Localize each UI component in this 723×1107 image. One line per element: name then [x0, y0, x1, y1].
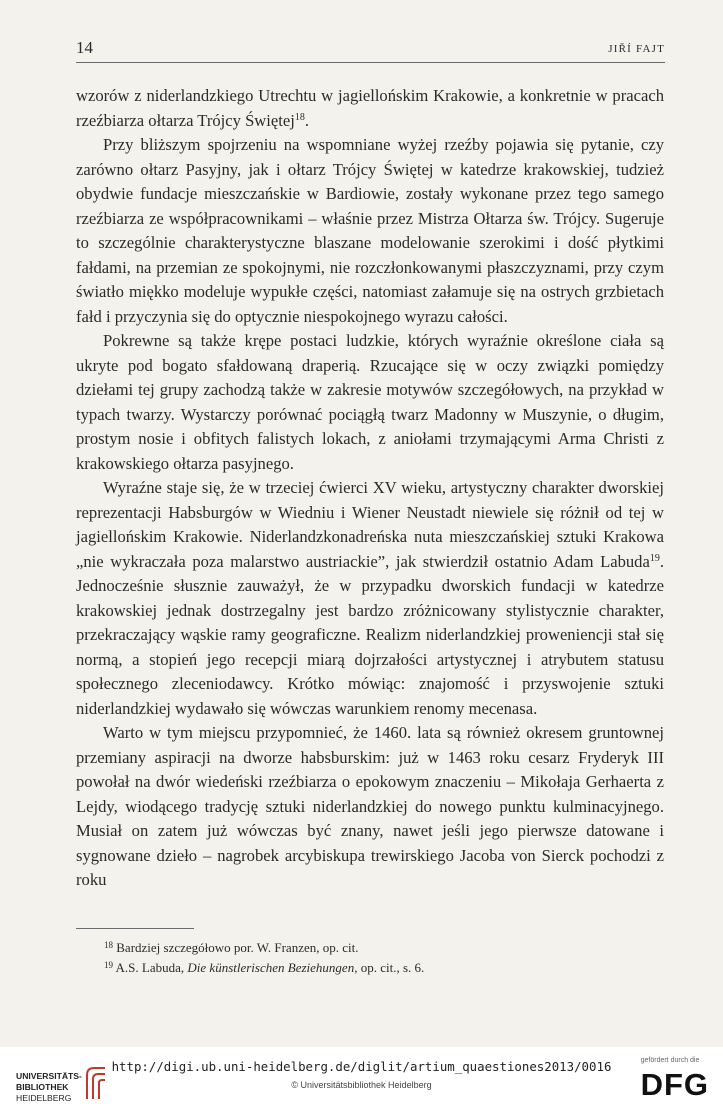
library-name-line-1: UNIVERSITÄTS-: [16, 1071, 82, 1081]
paragraph-text: . Jednocześnie słusznie zauważył, że w przypadku dworskich fundacji w katedrze krakowskiej jednak dostrzegalny jest bardzo zróżnicowany stylistycznie charakter, przekraczający wąskie ramy geograficzne. Realizm niderlandzkiej proweniencji stał się normą, a stopień jego recepcji miarą dojrzałości artystycznej i atrybutem statusu społecznego zleceniodawcy. Krótko mówiąc: znajomość i przyswojenie sztuki niderlandzkiej wydawało się wówczas warunkiem renomy mecenasa.: [76, 551, 664, 718]
footnote-ref-19[interactable]: 19: [649, 552, 660, 564]
footnote-text: Bardziej szczegółowo por. W. Franzen, op. cit.: [116, 940, 359, 955]
library-name-line-2: BIBLIOTHEK: [16, 1082, 69, 1092]
footnote-19: [76, 958, 664, 978]
paragraph-text: Wyraźne staje się, że w trzeciej ćwierci XV wieku, artystyczny charakter dworskiej reprezentacji Habsburgów w Wiedniu i Wiener Neustadt niewiele się różnił od tej w jagiellońskim Krakowie. Niderlandzkonadreńska nuta mieszczańskiej sztuki Krakowa „nie wykraczała poza malarstwo austriackie”, jak stwierdził ostatnio Adam Labuda: [76, 478, 664, 571]
library-name-line-3: HEIDELBERG: [16, 1093, 72, 1103]
paragraph-2: Przy bliższym spojrzeniu na wspomniane wyżej rzeźby pojawia się pytanie, czy zarówno ołtarz Pasyjny, jak i ołtarz Trójcy Świętej w katedrze krakowskiej, tudzież obydwie fundacje mieszczańskie w Bardiowie, zostały wykonane przez tego samego rzeźbiarza ze współpracownikami – właśnie przez Mistrza Ołtarza św. Trójcy. Sugeruje to szczególnie charakterystyczne blaszane modelowanie szerokimi i dość płytkimi fałdami, na przemian ze spokojnymi, nie rozczłonkowanymi płaszczyznami, przy czym światło miękko modeluje wypukłe części, natomiast załamuje się na ostrych grzbietach fałd i przyczynia się do optycznie niespokojnego wyrazu całości.: [76, 135, 664, 326]
page-number: 14: [76, 38, 93, 57]
paragraph-4: [76, 476, 664, 721]
footnote-number: 18: [104, 940, 113, 950]
footnote-number: 19: [104, 960, 113, 970]
main-text: [76, 84, 664, 893]
paragraph-text: .: [304, 110, 310, 130]
running-head: JIŘÍ FAJT: [608, 43, 665, 55]
paragraph-3: Pokrewne są także krępe postaci ludzkie, których wyraźnie określone ciała są ukryte pod bogato sfałdowaną draperią. Rzucające się w oczy związki pomiędzy dziełami tej grupy zachodzą także w zakresie motywów szczegółowych, na przykład w typach twarzy. Wystarczy porównać pociągłą twarz Madonny w Muszynie, o długim, prostym nosie i obfitych falistych lokach, z aniołami trzymającymi Arma Christi z krakowskiego ołtarza pasyjnego.: [76, 331, 664, 473]
footnote-rule: [76, 928, 194, 929]
page-url-link[interactable]: http://digi.ub.uni-heidelberg.de/diglit/artium_quaestiones2013/0016: [111, 1059, 612, 1074]
footnote-18: [76, 938, 664, 958]
paragraph-5: Warto w tym miejscu przypomnieć, że 1460. lata są również okresem gruntownej przemiany aspiracji na dworze habsburskim: już w 1463 roku cesarz Fryderyk III powołał na dwór wiedeński rzeźbiarza o epokowym znaczeniu – Mikołaja Gerhaerta z Lejdy, wiodącego tradycję sztuki niderlandzkiej do nowego punktu kulminacyjnego. Musiał on zatem już wówczas być znany, nawet jeśli jego pierwsze datowane i sygnowane dzieło – nagrobek arcybiskupa trewirskiego Jacoba von Sierck pochodzi z roku: [76, 723, 664, 889]
digitization-footer: [0, 1047, 723, 1107]
page-header: [76, 34, 665, 63]
copyright-notice: © Universitätsbibliothek Heidelberg: [291, 1080, 432, 1090]
footnote-title: Die künstlerischen Beziehungen: [187, 960, 355, 975]
footnote-ref-18[interactable]: 18: [294, 111, 305, 123]
footnote-text: A.S. Labuda,: [115, 960, 188, 975]
funder-note: gefördert durch die: [640, 1057, 700, 1064]
footnotes: [76, 928, 664, 978]
footnote-text: , op. cit., s. 6.: [354, 960, 425, 975]
paragraph-1: [76, 84, 664, 133]
funder-logo[interactable]: [625, 1057, 715, 1103]
paragraph-text: wzorów z niderlandzkiego Utrechtu w jagiellońskim Krakowie, a konkretnie w pracach rzeźbiarza ołtarza Trójcy Świętej: [76, 86, 664, 130]
dfg-logo: DFG: [640, 1067, 709, 1102]
